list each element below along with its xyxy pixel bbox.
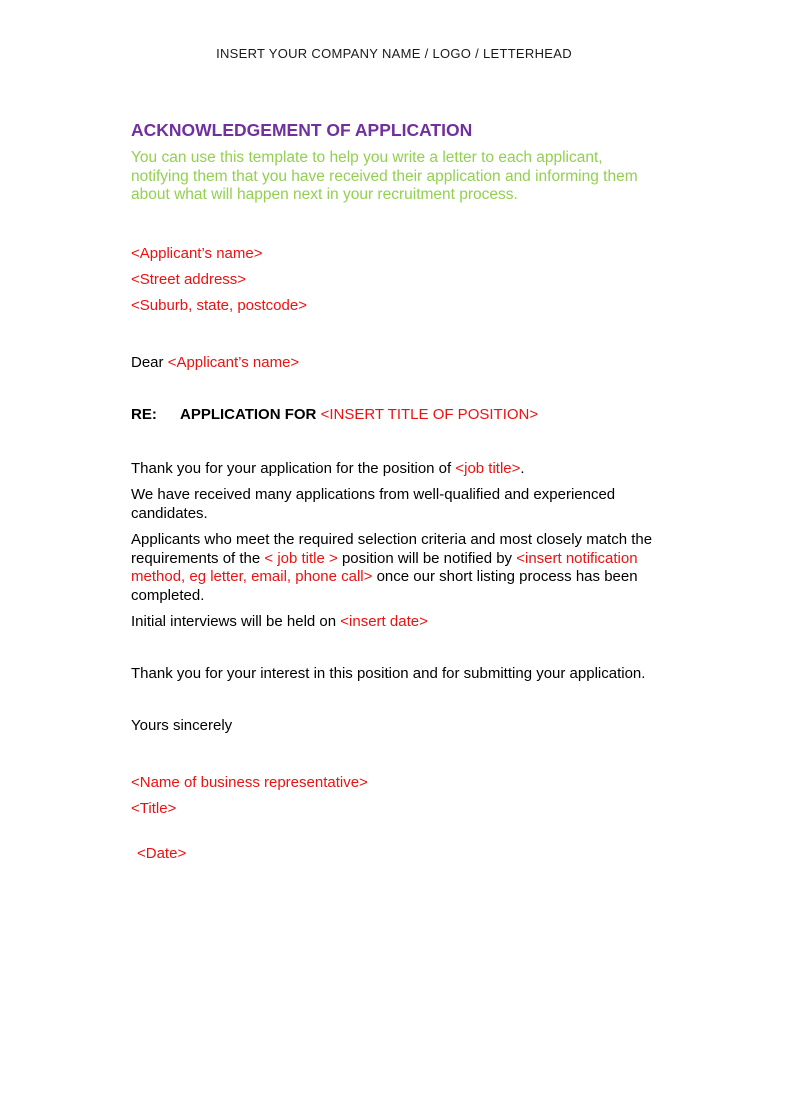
subject-line — [131, 406, 660, 425]
body-paragraph-5: Thank you for your interest in this position and for submitting your application. — [131, 664, 646, 682]
p4-date-placeholder: <insert date> — [340, 613, 428, 630]
salutation-name-placeholder: <Applicant’s name> — [167, 353, 300, 371]
p4-text: Initial interviews will be held on — [131, 613, 341, 630]
template-instructions: You can use this template to help you write a letter to each applicant, notifying them that you have received their application and informing them about what will happen next in your recruitment process. — [131, 149, 638, 203]
recipient-street-placeholder: <Street address> — [131, 270, 247, 288]
p3-text-1: Applicants who meet the required selection criteria and most closely match the requirements of the — [131, 531, 653, 567]
representative-title-placeholder: <Title> — [131, 799, 177, 817]
subject-bold-text: APPLICATION FOR — [180, 406, 321, 423]
body-paragraph-4 — [131, 613, 660, 632]
p1-job-title-placeholder: <job title> — [455, 459, 521, 477]
recipient-suburb-placeholder: <Suburb, state, postcode> — [131, 296, 307, 314]
p3-text-2: position will be notified by — [337, 549, 517, 567]
body-paragraph-2: We have received many applications from well-qualified and experienced candidates. — [131, 486, 616, 522]
recipient-name-placeholder: <Applicant’s name> — [131, 244, 263, 262]
p3-job-title-placeholder: < job title > — [264, 549, 338, 567]
letterhead-text: INSERT YOUR COMPANY NAME / LOGO / LETTERHEAD — [216, 46, 572, 61]
position-title-placeholder: <INSERT TITLE OF POSITION> — [320, 406, 539, 423]
p3-notification-method-placeholder: <insert notification method, eg letter, email, phone call> — [131, 549, 638, 585]
document-title: ACKNOWLEDGEMENT OF APPLICATION — [131, 120, 473, 140]
signature-block — [131, 770, 660, 864]
p1-text: Thank you for your application for the position of — [131, 459, 456, 477]
salutation-prefix: Dear — [131, 353, 168, 371]
body-paragraph-3 — [131, 531, 660, 605]
representative-name-placeholder: <Name of business representative> — [131, 773, 368, 791]
closing-line: Yours sincerely — [131, 717, 233, 734]
date-placeholder: <Date> — [137, 844, 187, 862]
p3-text-3: once our short listing process has been completed. — [131, 568, 638, 604]
recipient-address-block — [131, 241, 660, 319]
body-paragraph-1 — [131, 460, 660, 479]
subject-re-label: RE: — [131, 406, 157, 423]
p1-period: . — [520, 459, 525, 477]
salutation-line — [131, 354, 660, 373]
letter-content — [0, 120, 788, 923]
